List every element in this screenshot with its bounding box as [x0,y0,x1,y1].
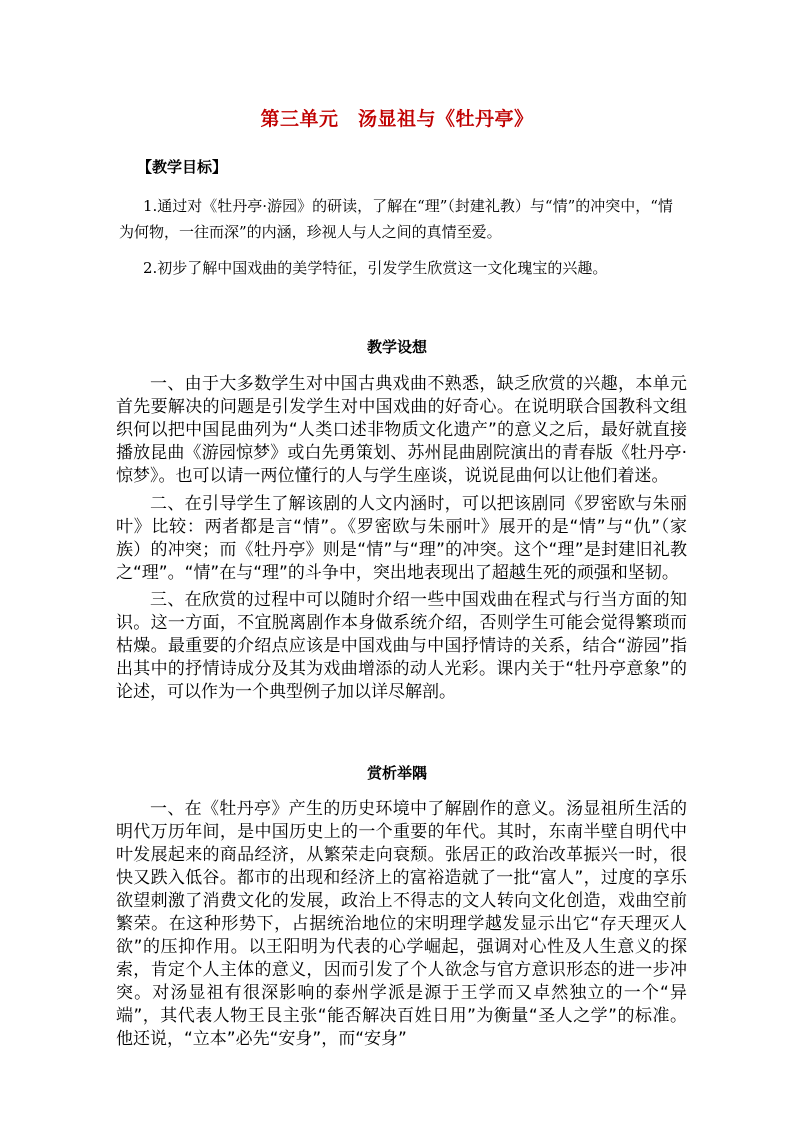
teaching-design-heading: 教学设想 [366,338,427,356]
document-title: 第三单元 汤显祖与《牡丹亭》 [260,108,534,130]
objectives-label: 【教学目标】 [137,158,228,176]
analysis-paragraph: 一、在《牡丹亭》产生的历史环境中了解剧作的意义。汤显祖所生活的明代万历年间，是中国历史上的一个重要的年代。其时，东南半壁自明代中叶发展起来的商品经济，从繁荣走向衰颓。张居正的政治改革振兴一时，很快又跌入低谷。都市的出现和经济上的富裕造就了一批“富人”，过度的享乐欲望刺激了消费文化的发展，政治上不得志的文人转向文化创造，戏曲空前繁荣。在这种形势下，占据统治地位的宋明理学越发显示出它“存天理灭人欲”的压抑作用。以王阳明为代表的心学崛起，强调对心性及人生意义的探索，肯定个人主体的意义，因而引发了个人欲念与官方意识形态的进一步冲突。对汤显祖有很深影响的泰州学派是源于王学而又卓然独立的一个“异端”，其代表人物王艮主张“能否解决百姓日用”为衡量“圣人之学”的标准。他还说，“立本”必先“安身”，而“安身” [116,799,687,1049]
analysis-heading: 赏析举隅 [366,764,427,782]
objective-item: 1.通过对《牡丹亭·游园》的研读，了解在“理”（封建礼教）与“情”的冲突中，“情为何物，一往而深”的内涵，珍视人与人之间的真情至爱。 [119,197,673,241]
design-paragraph: 三、在欣赏的过程中可以随时介绍一些中国戏曲在程式与行当方面的知识。这一方面，不宜脱离剧作本身做系统介绍，否则学生可能会觉得繁琐而枯燥。最重要的介绍点应该是中国戏曲与中国抒情诗的关系，结合“游园”指出其中的抒情诗成分及其为戏曲增添的动人光彩。课内关于“牡丹亭意象”的论述，可以作为一个典型例子加以详尽解剖。 [116,590,687,702]
design-paragraph: 二、在引导学生了解该剧的人文内涵时，可以把该剧同《罗密欧与朱丽叶》比较：两者都是言“情”。《罗密欧与朱丽叶》展开的是“情”与“仇”（家族）的冲突；而《牡丹亭》则是“情”与“理”的冲突。这个“理”是封建旧礼教之“理”。“情”在与“理”的斗争中，突出地表现出了超越生死的顽强和坚韧。 [116,494,687,583]
objective-item: 2.初步了解中国戏曲的美学特征，引发学生欣赏这一文化瑰宝的兴趣。 [143,259,608,277]
design-paragraph: 一、由于大多数学生对中国古典戏曲不熟悉，缺乏欣赏的兴趣，本单元首先要解决的问题是引发学生对中国戏曲的好奇心。在说明联合国教科文组织何以把中国昆曲列为“人类口述非物质文化遗产”的意义之后，最好就直接播放昆曲《游园惊梦》或白先勇策划、苏州昆曲剧院演出的青春版《牡丹亭·惊梦》。也可以请一两位懂行的人与学生座谈，说说昆曲何以让他们着迷。 [116,374,687,486]
